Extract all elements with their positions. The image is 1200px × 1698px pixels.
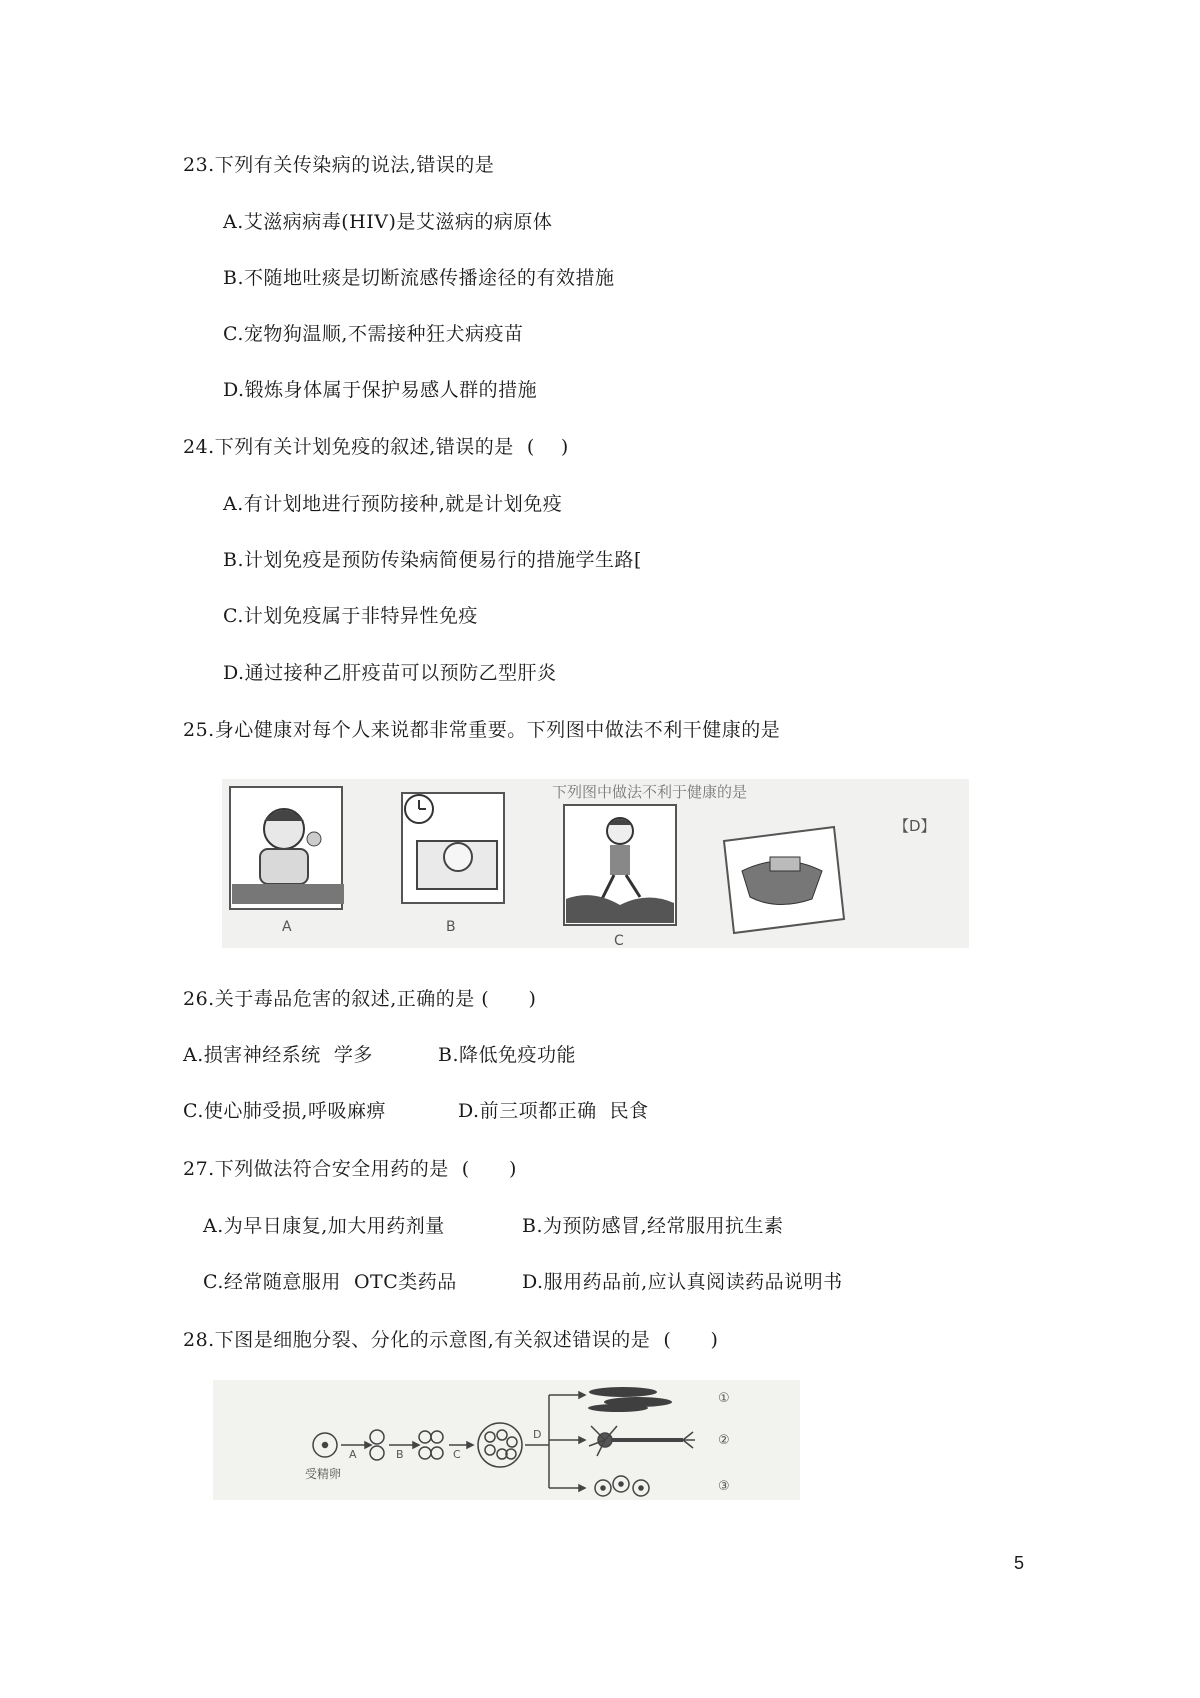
outcome-label-1: ① [718,1391,730,1406]
panel-d-unhealthy-illustration [724,827,844,933]
question-24-option-d: D.通过接种乙肝疫苗可以预防乙型肝炎 [223,662,557,684]
question-27-option-d: D.服用药品前,应认真阅读药品说明书 [522,1271,843,1293]
stage-label-a: A [349,1448,357,1461]
question-24-stem: 24.下列有关计划免疫的叙述,错误的是 ( ) [183,436,569,458]
stage-label-d: D [533,1428,542,1441]
question-27-option-a: A.为早日康复,加大用药剂量 [203,1215,445,1237]
question-25-figure [222,779,969,948]
question-23-option-b: B.不随地吐痰是切断流感传播途径的有效措施 [223,267,615,289]
outcome-label-2: ② [718,1433,730,1448]
panel-label-b: B [446,919,456,935]
question-26-stem: 26.关于毒品危害的叙述,正确的是 ( ) [183,988,537,1010]
question-24-option-a: A.有计划地进行预防接种,就是计划免疫 [223,493,563,515]
question-27-stem: 27.下列做法符合安全用药的是 ( ) [183,1158,517,1180]
question-26-option-c: C.使心肺受损,呼吸麻痹 [183,1100,386,1122]
fertilized-egg-label: 受精卵 [305,1467,342,1481]
figure-25-header: 下列图中做法不利于健康的是 [552,783,748,801]
question-28-figure [213,1380,800,1500]
question-28-stem: 28.下图是细胞分裂、分化的示意图,有关叙述错误的是 ( ) [183,1329,719,1351]
question-23-option-d: D.锻炼身体属于保护易感人群的措施 [223,379,538,401]
page-number: 5 [1014,1553,1025,1573]
panel-a-eating-illustration [230,787,344,909]
figure-25-answer-mark: 【D】 [894,817,936,835]
question-26-option-b: B.降低免疫功能 [438,1044,577,1066]
stage-label-c: C [453,1448,461,1461]
panel-c-running-illustration [564,805,676,925]
panel-label-c: C [614,933,624,948]
question-23-option-c: C.宠物狗温顺,不需接种狂犬病疫苗 [223,323,524,345]
panel-label-a: A [282,919,292,935]
question-23-option-a: A.艾滋病病毒(HIV)是艾滋病的病原体 [223,211,553,233]
question-26-option-a: A.损害神经系统 学多 [183,1044,373,1066]
question-23-stem: 23.下列有关传染病的说法,错误的是 [183,154,495,176]
question-24-option-b: B.计划免疫是预防传染病简便易行的措施学生路[ [223,549,642,571]
panel-b-sleeping-illustration [402,793,504,903]
question-27-option-b: B.为预防感冒,经常服用抗生素 [522,1215,784,1237]
question-26-option-d: D.前三项都正确 民食 [458,1100,649,1122]
question-27-option-c: C.经常随意服用 OTC类药品 [203,1271,457,1293]
outcome-label-3: ③ [718,1479,730,1494]
stage-label-b: B [396,1448,404,1461]
question-24-option-c: C.计划免疫属于非特异性免疫 [223,605,478,627]
question-25-stem: 25.身心健康对每个人来说都非常重要。下列图中做法不利干健康的是 [183,719,781,741]
